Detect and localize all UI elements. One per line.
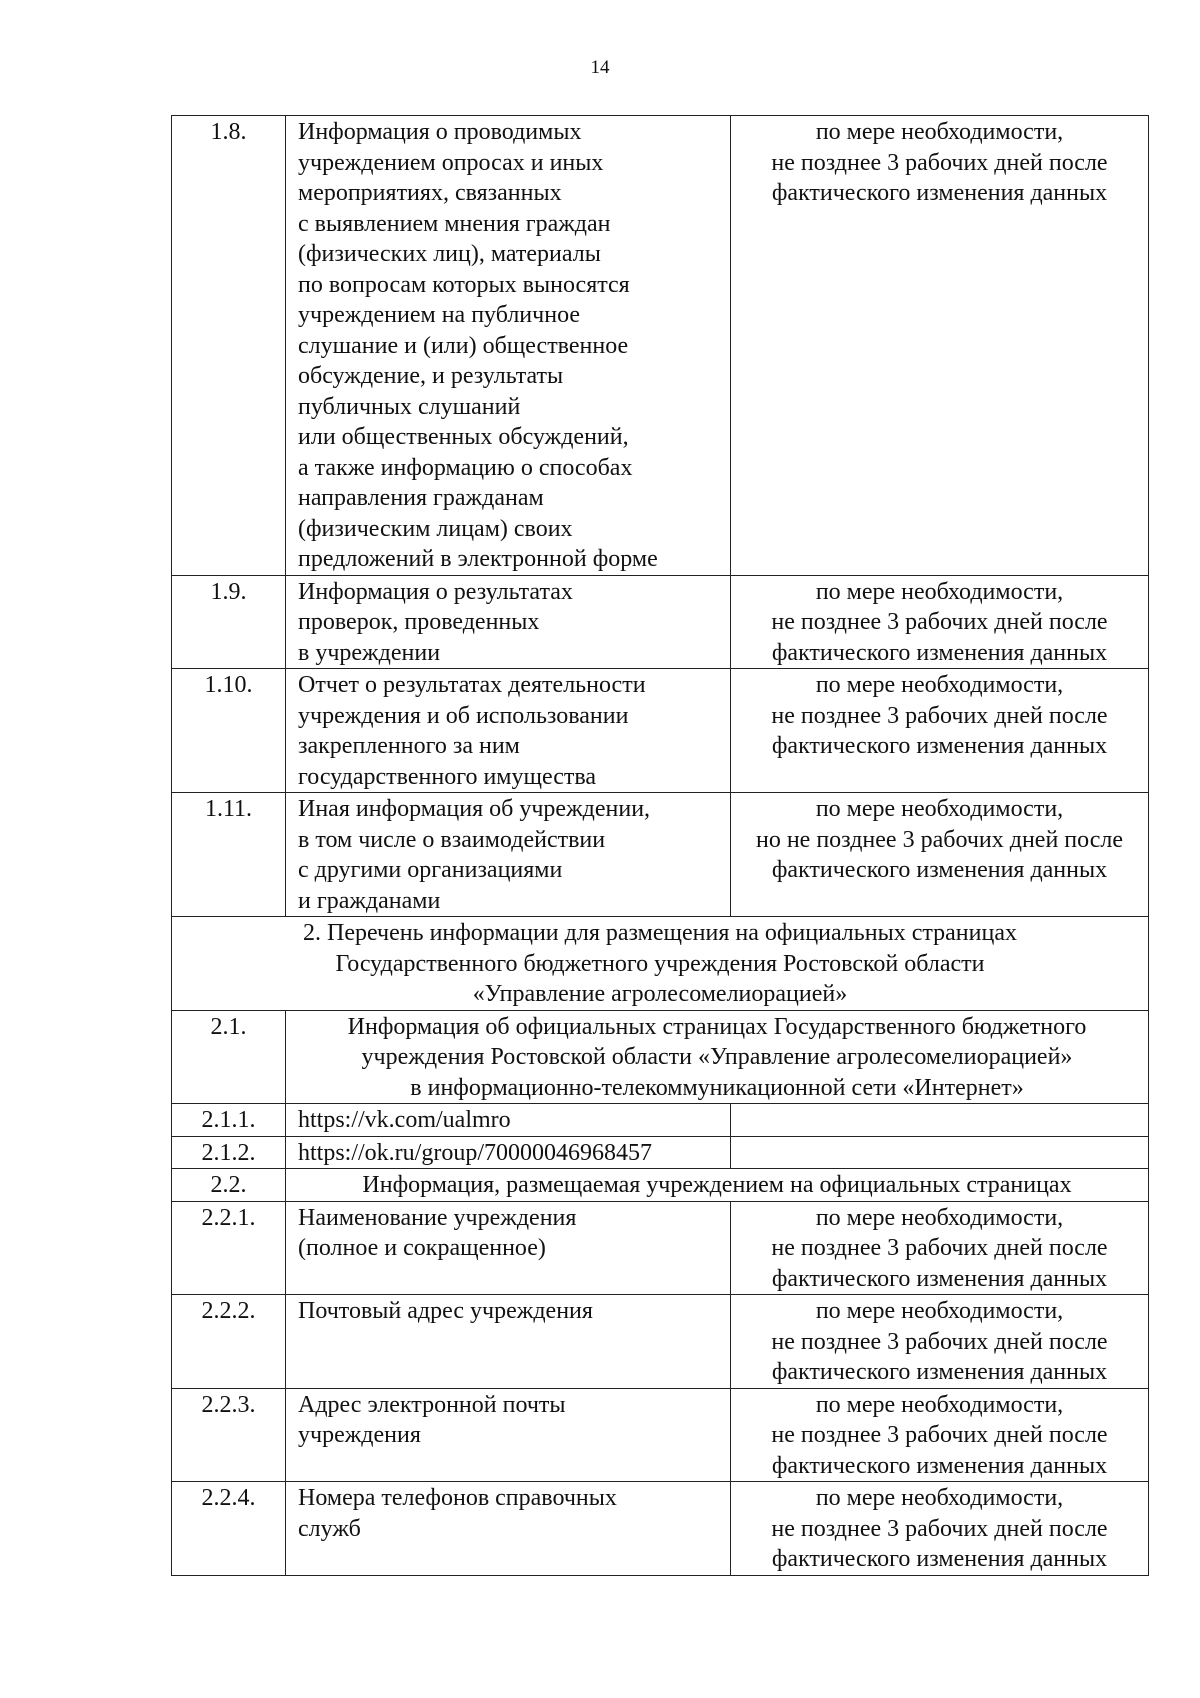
term-line: не позднее 3 рабочих дней после [771,1422,1108,1448]
description-line: Адрес электронной почты [298,1391,566,1418]
description-line: мероприятиях, связанных [298,180,562,206]
description-line: Наименование учреждения [298,1204,577,1231]
table-row [172,1010,1149,1104]
description-line: Информация о результатах [298,578,573,605]
description-line: учреждения [298,1422,421,1448]
term-line: не позднее 3 рабочих дней после [771,1328,1108,1355]
row-description [286,1295,731,1389]
description-line: в том числе о взаимодействии [298,826,606,853]
row-merged-text [286,1010,1149,1104]
term-line: фактического изменения данных [771,1546,1108,1572]
link-url[interactable]: https://ok.ru/group/70000046968457 [286,1136,731,1169]
description-line: (полное и сокращенное) [298,1235,546,1261]
description-line: или общественных обсуждений, [298,424,629,450]
term-line: но не позднее 3 рабочих дней после [755,826,1124,853]
row-number: 2.1.2. [172,1136,286,1169]
section-title-line: Государственного бюджетного учреждения Ростовской области [335,950,985,977]
link-url[interactable]: https://vk.com/ualmro [286,1104,731,1137]
description-line: и гражданами [298,887,441,914]
description-line: слушание и (или) общественное [298,332,629,359]
row-number: 2.2. [172,1169,286,1202]
row-term [731,1482,1149,1576]
page-number: 14 [590,57,610,78]
term-line: фактического изменения данных [771,180,1108,206]
row-number: 2.1. [172,1010,286,1104]
description-line: учреждением опросах и иных [298,149,604,176]
row-number: 1.8. [172,116,286,576]
description-line: Информация о проводимых [298,119,582,145]
section-title [172,917,1149,1011]
row-description [286,793,731,917]
term-line: по мере необходимости, [815,796,1064,822]
table-row [172,1136,1149,1169]
table-row [172,1295,1149,1389]
row-number: 1.9. [172,575,286,669]
empty-cell [731,1136,1149,1169]
row-merged-text: Информация, размещаемая учреждением на официальных страницах [286,1169,1149,1202]
row-description [286,1201,731,1295]
row-number: 2.2.2. [172,1295,286,1389]
empty-cell [731,1104,1149,1137]
row-number: 2.2.1. [172,1201,286,1295]
row-number: 1.11. [172,793,286,917]
section-title-line: 2. Перечень информации для размещения на официальных страницах [303,920,1017,946]
table-row [172,669,1149,793]
term-line: не позднее 3 рабочих дней после [771,609,1108,635]
merged-text-line: Информация об официальных страницах Государственного бюджетного [347,1013,1087,1040]
description-line: в учреждении [298,639,441,666]
row-number: 2.2.4. [172,1482,286,1576]
row-description [286,575,731,669]
row-term [731,1201,1149,1295]
description-line: публичных слушаний [298,393,521,420]
row-number: 2.2.3. [172,1388,286,1482]
row-term [731,1295,1149,1389]
table-row [172,575,1149,669]
description-line: обсуждение, и результаты [298,363,564,389]
information-table [171,115,1149,1576]
row-term [731,575,1149,669]
term-line: фактического изменения данных [771,733,1108,759]
row-term [731,793,1149,917]
term-line: фактического изменения данных [771,1452,1108,1479]
term-line: фактического изменения данных [771,639,1108,666]
row-term [731,116,1149,576]
description-line: направления гражданам [298,485,544,511]
term-line: фактического изменения данных [771,857,1108,883]
section-title-line: «Управление агролесомелиорацией» [472,981,848,1007]
row-term [731,669,1149,793]
table-row [172,793,1149,917]
description-line: учреждения и об использовании [298,702,629,729]
description-line: Отчет о результатах деятельности [298,672,646,698]
term-line: по мере необходимости, [815,578,1064,605]
term-line: не позднее 3 рабочих дней после [771,702,1108,729]
term-line: фактического изменения данных [771,1265,1108,1292]
term-line: по мере необходимости, [815,1485,1064,1511]
description-line: Номера телефонов справочных [298,1485,617,1511]
description-line: учреждением на публичное [298,302,581,328]
description-line: с другими организациями [298,857,563,883]
term-line: не позднее 3 рабочих дней после [771,1515,1108,1542]
description-line: государственного имущества [298,763,597,790]
row-description [286,669,731,793]
description-line: по вопросам которых выносятся [298,271,630,298]
merged-text-line: учреждения Ростовской области «Управление агролесомелиорацией» [361,1044,1073,1070]
row-description [286,1482,731,1576]
table-row [172,1201,1149,1295]
merged-text-line: в информационно-телекоммуникационной сети «Интернет» [410,1074,1024,1101]
row-description [286,1388,731,1482]
table-row [172,1482,1149,1576]
description-line: Иная информация об учреждении, [298,796,651,822]
term-line: по мере необходимости, [815,1298,1064,1324]
term-line: по мере необходимости, [815,672,1064,698]
table-row [172,1104,1149,1137]
description-line: закрепленного за ним [298,733,520,759]
section-header-row [172,917,1149,1011]
description-line: с выявлением мнения граждан [298,210,611,237]
description-line: Почтовый адрес учреждения [298,1298,593,1324]
term-line: не позднее 3 рабочих дней после [771,1235,1108,1261]
row-term [731,1388,1149,1482]
description-line: (физическим лицам) своих [298,515,573,542]
term-line: не позднее 3 рабочих дней после [771,149,1108,176]
term-line: по мере необходимости, [815,119,1064,145]
description-line: (физических лиц), материалы [298,241,601,267]
row-number: 1.10. [172,669,286,793]
description-line: проверок, проведенных [298,609,540,635]
description-line: служб [298,1515,361,1542]
table-row [172,1388,1149,1482]
description-line: а также информацию о способах [298,454,633,481]
table-row [172,1169,1149,1202]
row-description [286,116,731,576]
term-line: фактического изменения данных [771,1359,1108,1385]
row-number: 2.1.1. [172,1104,286,1137]
term-line: по мере необходимости, [815,1391,1064,1418]
description-line: предложений в электронной форме [298,546,658,572]
term-line: по мере необходимости, [815,1204,1064,1231]
table-row [172,116,1149,576]
